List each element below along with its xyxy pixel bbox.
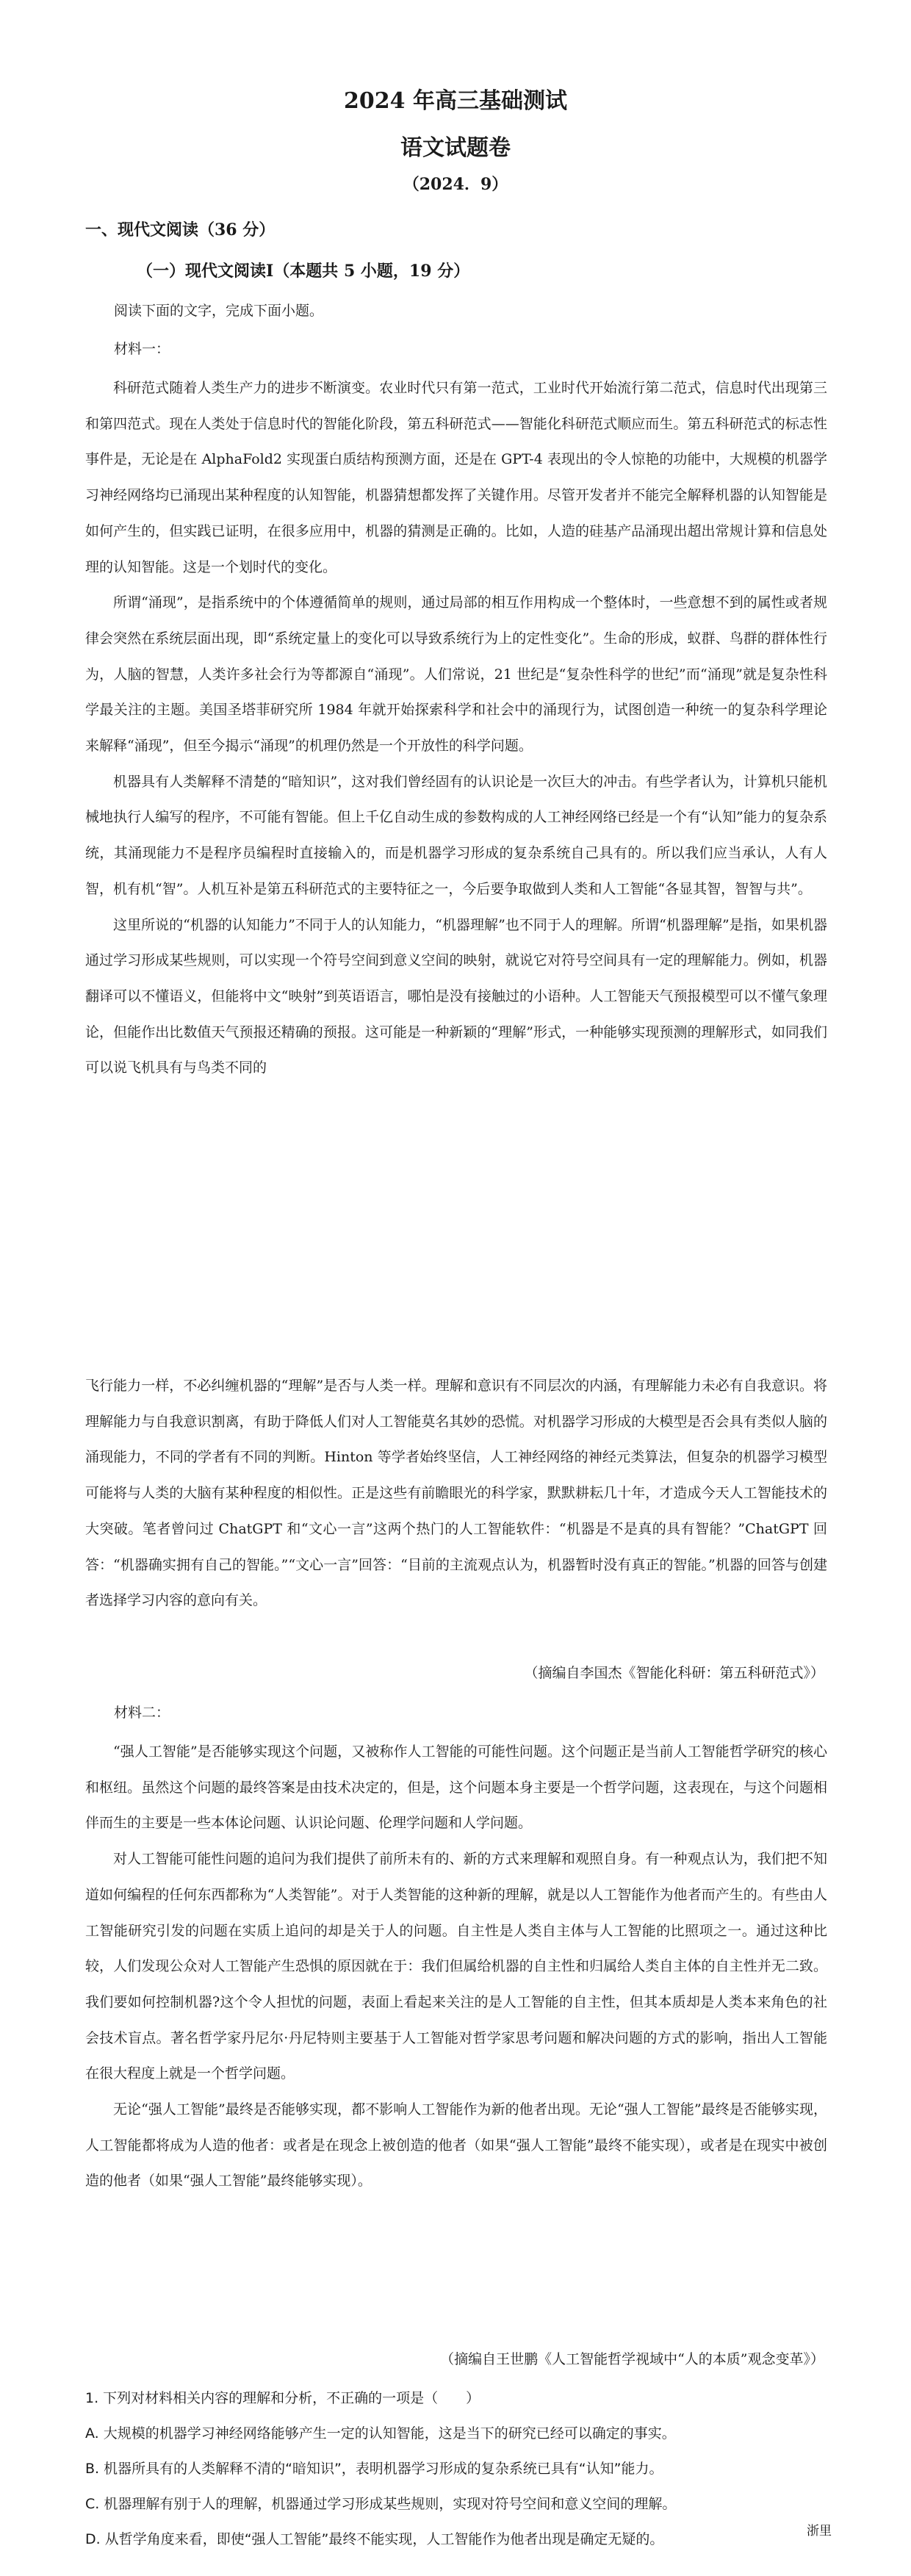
question-stem: 1. 下列对材料相关内容的理解和分析，不正确的一项是（ ） (85, 2390, 480, 2406)
paragraph: 这里所说的“机器的认知能力”不同于人的认知能力，“机器理解”也不同于人的理解。所谓“机器理解”是指，如果机器通过学习形成某些规则，可以实现一个符号空间到意义空间的映射，就说它对符号空间具有一定的理解能力。例如，机器翻译可以不懂语义，但能将中文“映射”到英语语言，哪怕是没有接触过的小语种。人工智能天气预报模型可以不懂气象理论，但能作出比数值天气预报还精确的预报。这可能是一种新颖的“理解”形式，一种能够实现预测的理解形式，如同我们可以说飞机具有与鸟类不同的 (85, 916, 827, 1076)
option-d: D. 从哲学角度来看，即使“强人工智能”最终不能实现，人工智能作为他者出现是确定无疑的。 (85, 2531, 664, 2547)
paragraph: 所谓“涌现”，是指系统中的个体遵循简单的规则，通过局部的相互作用构成一个整体时，一些意想不到的属性或者规律会突然在系统层面出现，即“系统定量上的变化可以导致系统行为上的定性变化”。生命的形成，蚁群、鸟群的群体性行为，人脑的智慧，人类许多社会行为等都源自“涌现”。人们常说，21 世纪是“复杂性科学的世纪”而“涌现”就是复杂性科学最关注的主题。美国圣塔菲研究所 1984 年就开始探索科学和社会中的涌现行为，试图创造一种统一的复杂科学理论来解释“涌现”，但至今揭示“涌现”的机理仍然是一个开放性的科学问题。 (85, 594, 827, 755)
sub-section-heading: （一）现代文阅读Ⅰ（本题共 5 小题，19 分） (137, 262, 470, 281)
material1-body-part2 (85, 1368, 827, 1619)
material2-body (85, 1734, 827, 2199)
material2-source: （摘编自王世鹏《人工智能哲学视域中“人的本质”观念变革》） (440, 2351, 824, 2367)
option-b: B. 机器所具有的人类解释不清的“暗知识”，表明机器学习形成的复杂系统已具有“认知”能力。 (85, 2461, 663, 2477)
paragraph: “强人工智能”是否能够实现这个问题，又被称作人工智能的可能性问题。这个问题正是当前人工智能哲学研究的核心和枢纽。虽然这个问题的最终答案是由技术决定的，但是，这个问题本身主要是一个哲学问题，这表现在，与这个问题相伴而生的主要是一些本体论问题、认识论问题、伦理学问题和人学问题。 (85, 1744, 827, 1832)
material1-label: 材料一： (114, 341, 170, 357)
paragraph: 科研范式随着人类生产力的进步不断演变。农业时代只有第一范式，工业时代开始流行第二范式，信息时代出现第三和第四范式。现在人类处于信息时代的智能化阶段，第五科研范式——智能化科研范式顺应而生。第五科研范式的标志性事件是，无论是在 AlphaFold2 实现蛋白质结构预测方面，还是在 GPT-4 表现出的令人惊艳的功能中，大规模的机器学习神经网络均已涌现出某种程度的认知智能，机器猜想都发挥了关键作用。尽管开发者并不能完全解释机器的认知智能是如何产生的，但实践已证明，在很多应用中，机器的猜测是正确的。比如，人造的硅基产品涌现出超出常规计算和信息处理的认知智能。这是一个划时代的变化。 (85, 380, 827, 575)
paragraph: 对人工智能可能性问题的追问为我们提供了前所未有的、新的方式来理解和观照自身。有一种观点认为，我们把不知道如何编程的任何东西都称为“人类智能”。对于人类智能的这种新的理解，就是以人工智能作为他者而产生的。有些由人工智能研究引发的问题在实质上追问的却是关于人的问题。自主性是人类自主体与人工智能的比照项之一。通过这种比较，人们发现公众对人工智能产生恐惧的原因就在于：我们但属给机器的自主性和归属给人类自主体的自主性并无二致。我们要如何控制机器?这个令人担忧的问题，表面上看起来关注的是人工智能的自主性，但其本质却是人类本来角色的社会技术盲点。著名哲学家丹尼尔·丹尼特则主要基于人工智能对哲学家思考问题和解决问题的方式的影响，指出人工智能在很大程度上就是一个哲学问题。 (85, 1851, 827, 2082)
exam-title: 2024 年高三基础测试 (344, 88, 567, 114)
option-c: C. 机器理解有别于人的理解，机器通过学习形成某些规则，实现对符号空间和意义空间的理解。 (85, 2496, 677, 2512)
instruction-text: 阅读下面的文字，完成下面小题。 (114, 303, 324, 319)
option-a: A. 大规模的机器学习神经网络能够产生一定的认知智能，这是当下的研究已经可以确定的事实。 (85, 2425, 676, 2442)
footer-mark: 浙里 (807, 2524, 832, 2539)
material1-body-part1 (85, 370, 827, 1086)
material2-label: 材料二： (114, 1705, 170, 1721)
material1-source: （摘编自李国杰《智能化科研：第五科研范式》） (524, 1665, 824, 1681)
paragraph: 飞行能力一样，不必纠缠机器的“理解”是否与人类一样。理解和意识有不同层次的内涵，有理解能力未必有自我意识。将理解能力与自我意识割离，有助于降低人们对人工智能莫名其妙的恐慌。对机器学习形成的大模型是否会具有类似人脑的涌现能力，不同的学者有不同的判断。Hinton 等学者始终坚信，人工神经网络的神经元类算法，但复杂的机器学习模型可能将与人类的大脑有某种程度的相似性。正是这些有前瞻眼光的科学家，默默耕耘几十年，才造成今天人工智能技术的大突破。笔者曾问过 ChatGPT 和“文心一言”这两个热门的人工智能软件：“机器是不是真的具有智能？”ChatGPT 回答：“机器确实拥有自己的智能。”“文心一言”回答：“目前的主流观点认为，机器暂时没有真正的智能。”机器的回答与创建者选择学习内容的意向有关。 (85, 1378, 827, 1609)
paragraph: 无论“强人工智能”最终是否能够实现，都不影响人工智能作为新的他者出现。无论“强人工智能”最终是否能够实现，人工智能都将成为人造的他者：或者是在现念上被创造的他者（如果“强人工智能”最终不能实现），或者是在现实中被创造的他者（如果“强人工智能”最终能够实现）。 (85, 2101, 827, 2190)
question-1 (85, 2381, 827, 2557)
section-heading: 一、现代文阅读（36 分） (85, 220, 276, 240)
exam-subtitle: 语文试题卷 (400, 135, 511, 161)
exam-date: （2024．9） (403, 175, 508, 194)
paragraph: 机器具有人类解释不清楚的“暗知识”，这对我们曾经固有的认识论是一次巨大的冲击。有些学者认为，计算机只能机械地执行人编写的程序，不可能有智能。但上千亿自动生成的参数构成的人工神经网络已经是一个有“认知”能力的复杂系统，其涌现能力不是程序员编程时直接输入的，而是机器学习形成的复杂系统自己具有的。所以我们应当承认，人有人智，机有机“智”。人机互补是第五科研范式的主要特征之一，今后要争取做到人类和人工智能“各显其智，智智与共”。 (85, 773, 827, 897)
